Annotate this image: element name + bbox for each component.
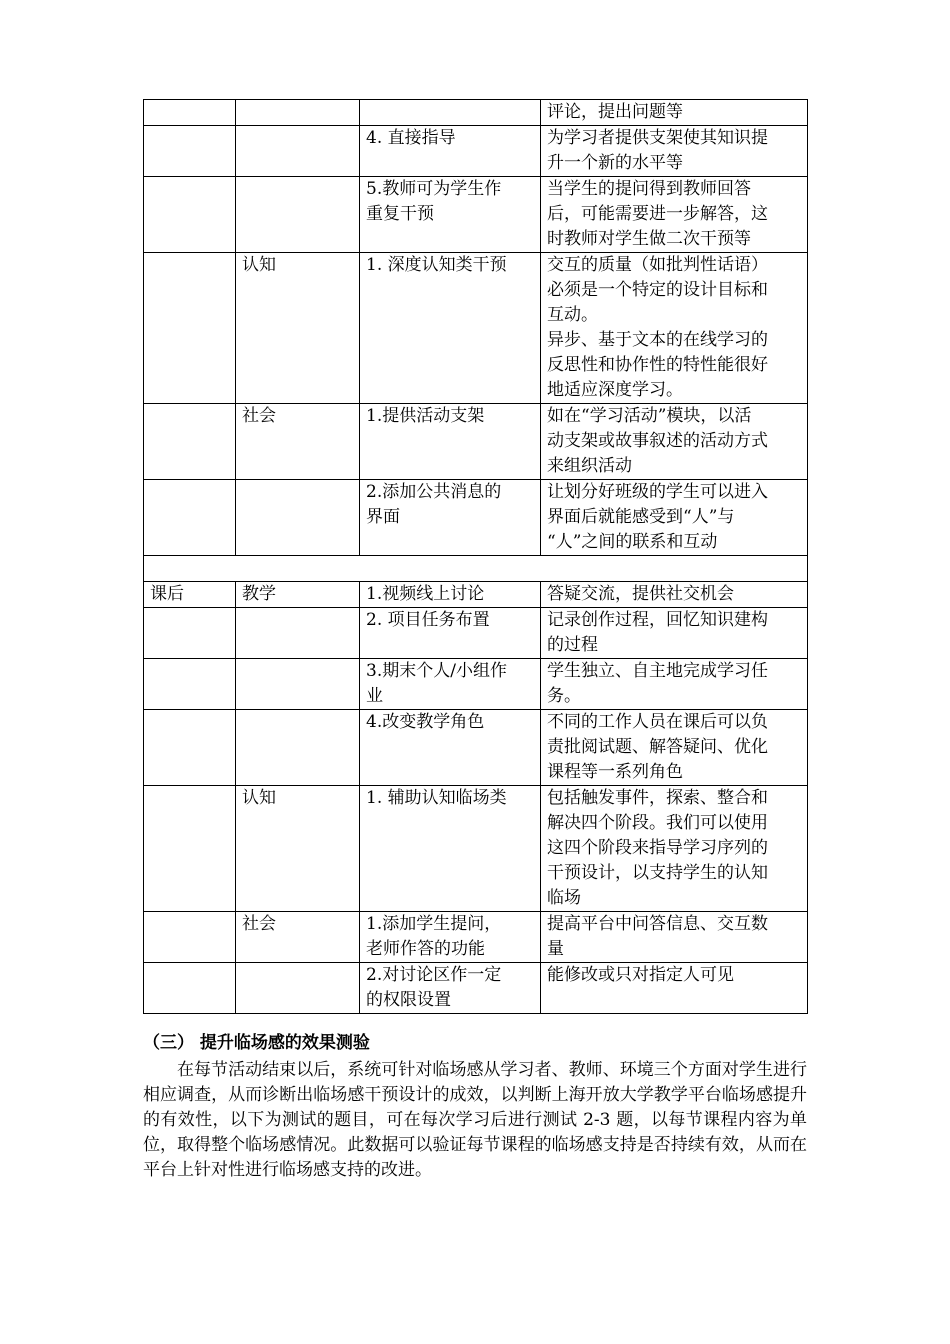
description-cell bbox=[541, 912, 808, 963]
cell-text-line: 责批阅试题、解答疑问、优化 bbox=[547, 737, 768, 757]
category-cell bbox=[236, 253, 360, 404]
table-row bbox=[144, 253, 808, 404]
cell-text-line: 3.期末个人/小组作 bbox=[366, 661, 507, 681]
category-cell bbox=[236, 786, 360, 912]
category-cell bbox=[236, 100, 360, 126]
cell-text-line: 5.教师可为学生作 bbox=[366, 179, 502, 199]
cell-text-line: 不同的工作人员在课后可以负 bbox=[547, 712, 768, 732]
table-row bbox=[144, 480, 808, 556]
category-cell bbox=[236, 480, 360, 556]
cell-text-line: 业 bbox=[366, 686, 383, 706]
phase-cell bbox=[144, 404, 236, 480]
category-cell bbox=[236, 608, 360, 659]
cell-text-line: 评论，提出问题等 bbox=[547, 102, 683, 122]
cell-text-line: 为学习者提供支架使其知识提 bbox=[547, 128, 768, 148]
cell-text-line: 务。 bbox=[547, 686, 581, 706]
strategy-cell bbox=[360, 253, 541, 404]
strategy-cell bbox=[360, 710, 541, 786]
description-cell bbox=[541, 659, 808, 710]
category-cell bbox=[236, 710, 360, 786]
spacer-cell bbox=[144, 556, 808, 582]
section-effect-test bbox=[143, 1030, 807, 1183]
description-cell bbox=[541, 710, 808, 786]
cell-text-line: 当学生的提问得到教师回答 bbox=[547, 179, 751, 199]
description-cell bbox=[541, 126, 808, 177]
phase-cell bbox=[144, 608, 236, 659]
cell-text-line: 社会 bbox=[242, 406, 276, 426]
cell-text-line: 界面 bbox=[366, 507, 400, 527]
cell-text-line: 教学 bbox=[242, 584, 276, 604]
cell-text-line: 必须是一个特定的设计目标和 bbox=[547, 280, 768, 300]
description-cell bbox=[541, 786, 808, 912]
section-heading: （三） 提升临场感的效果测验 bbox=[143, 1033, 370, 1053]
cell-text-line: 地适应深度学习。 bbox=[547, 380, 683, 400]
strategy-cell bbox=[360, 608, 541, 659]
table-row bbox=[144, 659, 808, 710]
cell-text-line: 这四个阶段来指导学习序列的 bbox=[547, 838, 768, 858]
table-row bbox=[144, 582, 808, 608]
phase-cell bbox=[144, 710, 236, 786]
cell-text-line: 2.添加公共消息的 bbox=[366, 482, 502, 502]
category-cell bbox=[236, 177, 360, 253]
cell-text-line: 课程等一系列角色 bbox=[547, 762, 683, 782]
cell-text-line: 认知 bbox=[242, 788, 276, 808]
cell-text-line: 后，可能需要进一步解答，这 bbox=[547, 204, 768, 224]
cell-text-line: 提高平台中问答信息、交互数 bbox=[547, 914, 768, 934]
cell-text-line: 1. 深度认知类干预 bbox=[366, 255, 507, 275]
cell-text-line: 升一个新的水平等 bbox=[547, 153, 683, 173]
strategy-cell bbox=[360, 786, 541, 912]
category-cell bbox=[236, 912, 360, 963]
strategy-cell bbox=[360, 480, 541, 556]
cell-text-line: 社会 bbox=[242, 914, 276, 934]
intervention-design-table bbox=[143, 99, 808, 1014]
strategy-cell bbox=[360, 912, 541, 963]
cell-text-line: 量 bbox=[547, 939, 564, 959]
cell-text-line: 1.添加学生提问， bbox=[366, 914, 502, 934]
cell-text-line: 4.改变教学角色 bbox=[366, 712, 485, 732]
description-cell bbox=[541, 404, 808, 480]
description-cell bbox=[541, 253, 808, 404]
strategy-cell bbox=[360, 963, 541, 1014]
cell-text-line: 能修改或只对指定人可见 bbox=[547, 965, 734, 985]
strategy-cell bbox=[360, 126, 541, 177]
strategy-cell bbox=[360, 100, 541, 126]
table-row bbox=[144, 404, 808, 480]
table-row bbox=[144, 126, 808, 177]
phase-cell bbox=[144, 100, 236, 126]
cell-text-line: 1.视频线上讨论 bbox=[366, 584, 485, 604]
table-row bbox=[144, 556, 808, 582]
cell-text-line: 解决四个阶段。我们可以使用 bbox=[547, 813, 768, 833]
cell-text-line: 学生独立、自主地完成学习任 bbox=[547, 661, 768, 681]
cell-text-line: 交互的质量（如批判性话语） bbox=[547, 255, 768, 275]
description-cell bbox=[541, 608, 808, 659]
cell-text-line: 的过程 bbox=[547, 635, 598, 655]
cell-text-line: 1. 辅助认知临场类 bbox=[366, 788, 507, 808]
description-cell bbox=[541, 582, 808, 608]
cell-text-line: 重复干预 bbox=[366, 204, 434, 224]
cell-text-line: 认知 bbox=[242, 255, 276, 275]
cell-text-line: 4. 直接指导 bbox=[366, 128, 456, 148]
phase-cell bbox=[144, 177, 236, 253]
table-row bbox=[144, 912, 808, 963]
cell-text-line: 动支架或故事叙述的活动方式 bbox=[547, 431, 768, 451]
category-cell bbox=[236, 126, 360, 177]
category-cell bbox=[236, 404, 360, 480]
strategy-cell bbox=[360, 404, 541, 480]
cell-text-line: 答疑交流，提供社交机会 bbox=[547, 584, 734, 604]
strategy-cell bbox=[360, 177, 541, 253]
cell-text-line: 1.提供活动支架 bbox=[366, 406, 485, 426]
cell-text-line: 让划分好班级的学生可以进入 bbox=[547, 482, 768, 502]
phase-cell bbox=[144, 659, 236, 710]
cell-text-line: 如在“学习活动”模块，以活 bbox=[547, 406, 752, 426]
table-row bbox=[144, 710, 808, 786]
cell-text-line: 的权限设置 bbox=[366, 990, 451, 1010]
cell-text-line: 来组织活动 bbox=[547, 456, 632, 476]
cell-text-line: 2. 项目任务布置 bbox=[366, 610, 490, 630]
category-cell bbox=[236, 963, 360, 1014]
description-cell bbox=[541, 100, 808, 126]
cell-text-line: 干预设计，以支持学生的认知 bbox=[547, 863, 768, 883]
strategy-cell bbox=[360, 582, 541, 608]
description-cell bbox=[541, 963, 808, 1014]
cell-text-line: 反思性和协作性的特性能很好 bbox=[547, 355, 768, 375]
cell-text-line: 课后 bbox=[150, 584, 184, 604]
cell-text-line: 老师作答的功能 bbox=[366, 939, 485, 959]
cell-text-line: 2.对讨论区作一定 bbox=[366, 965, 502, 985]
cell-text-line: 包括触发事件，探索、整合和 bbox=[547, 788, 768, 808]
phase-cell bbox=[144, 912, 236, 963]
table-row bbox=[144, 608, 808, 659]
strategy-cell bbox=[360, 659, 541, 710]
phase-cell bbox=[144, 963, 236, 1014]
cell-text-line: 临场 bbox=[547, 888, 581, 908]
cell-text-line: 记录创作过程，回忆知识建构 bbox=[547, 610, 768, 630]
cell-text-line: “人”之间的联系和互动 bbox=[547, 532, 718, 552]
phase-cell bbox=[144, 253, 236, 404]
phase-cell bbox=[144, 480, 236, 556]
cell-text-line: 异步、基于文本的在线学习的 bbox=[547, 330, 768, 350]
category-cell bbox=[236, 659, 360, 710]
phase-cell bbox=[144, 126, 236, 177]
description-cell bbox=[541, 177, 808, 253]
cell-text-line: 互动。 bbox=[547, 305, 598, 325]
description-cell bbox=[541, 480, 808, 556]
category-cell bbox=[236, 582, 360, 608]
section-paragraph: 在每节活动结束以后，系统可针对临场感从学习者、教师、环境三个方面对学生进行相应调查，从而诊断出临场感干预设计的成效，以判断上海开放大学教学平台临场感提升的有效性，以下为测试的题目，可在每次学习后进行测试 2-3 题，以每节课程内容为单位，取得整个临场感情况。此数据可以验证每节课程的临场感支持是否持续有效，从而在平台上针对性进行临场感支持的改进。 bbox=[143, 1060, 807, 1180]
table-row bbox=[144, 963, 808, 1014]
cell-text-line: 时教师对学生做二次干预等 bbox=[547, 229, 751, 249]
table-row bbox=[144, 786, 808, 912]
table-row bbox=[144, 100, 808, 126]
phase-cell bbox=[144, 582, 236, 608]
phase-cell bbox=[144, 786, 236, 912]
table-row bbox=[144, 177, 808, 253]
cell-text-line: 界面后就能感受到“人”与 bbox=[547, 507, 735, 527]
